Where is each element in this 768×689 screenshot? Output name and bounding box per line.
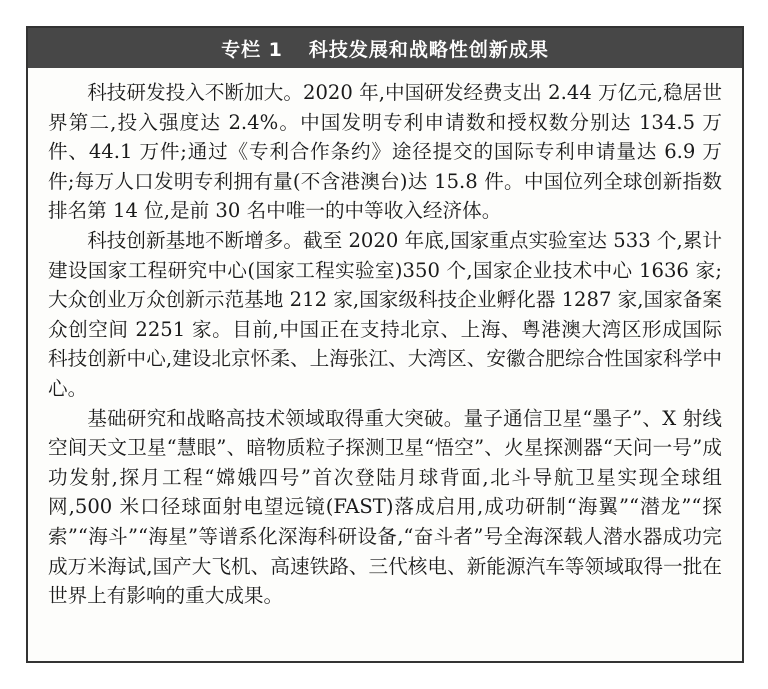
- paragraph-breakthroughs: 基础研究和战略高技术领域取得重大突破。量子通信卫星“墨子”、X 射线空间天文卫星“慧眼”、暗物质粒子探测卫星“悟空”、火星探测器“天问一号”成功发射,探月工程“嫦娥四号”首次登陆月球背面,北斗导航卫星实现全球组网,500 米口径球面射电望远镜(FAST)落成启用,成功研制“海翼”“潜龙”“探索”“海斗”“海星”等谱系化深海科研设备,“奋斗者”号全海深载人潜水器成功完成万米海试,国产大飞机、高速铁路、三代核电、新能源汽车等领域取得一批在世界上有影响的重大成果。: [48, 406, 722, 608]
- column-header: [28, 28, 742, 68]
- column-box: [26, 26, 744, 663]
- column-body: [28, 68, 742, 611]
- paragraph-rd-investment: 科技研发投入不断加大。2020 年,中国研发经费支出 2.44 万亿元,稳居世界第二,投入强度达 2.4%。中国发明专利申请数和授权数分别达 134.5 万件、44.1 万件;通过《专利合作条约》途径提交的国际专利申请量达 6.9 万件;每万人口发明专利拥有量(不含港澳台)达 15.8 件。中国位列全球创新指数排名第 14 位,是前 30 名中唯一的中等收入经济体。: [48, 81, 722, 223]
- paragraph-innovation-bases: 科技创新基地不断增多。截至 2020 年底,国家重点实验室达 533 个,累计建设国家工程研究中心(国家工程实验室)350 个,国家企业技术中心 1636 家;大众创业万众创新示范基地 212 家,国家级科技企业孵化器 1287 家,国家备案众创空间 2251 家。目前,中国正在支持北京、上海、粤港澳大湾区形成国际科技创新中心,建设北京怀柔、上海张江、大湾区、安徽合肥综合性国家科学中心。: [48, 228, 722, 400]
- column-title: 科技发展和战略性创新成果: [308, 38, 549, 61]
- column-number: 专栏 1: [221, 38, 283, 61]
